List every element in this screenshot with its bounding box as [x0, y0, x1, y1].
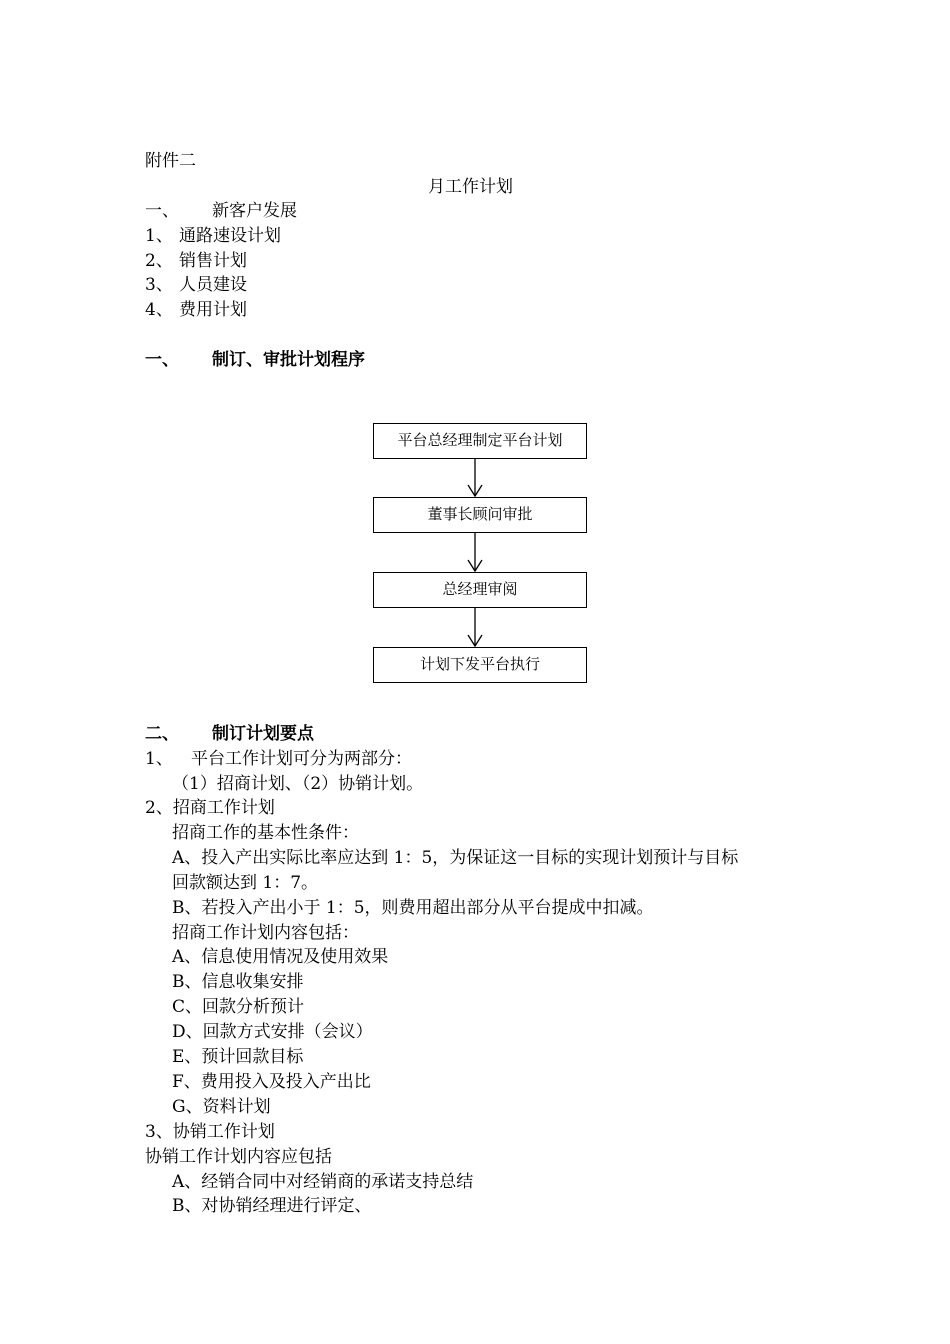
- list-number: 4、: [145, 300, 173, 320]
- list-item: G、资料计划: [172, 1097, 271, 1117]
- list-number: 3、: [145, 275, 173, 295]
- doc-title: 月工作计划: [428, 177, 513, 197]
- section-number: 二、: [145, 724, 179, 744]
- flow-step-box: 董事长顾问审批: [373, 497, 587, 533]
- list-number: 2、: [145, 251, 173, 271]
- paragraph-2-item-a-cont: 回款额达到 1：7。: [172, 873, 319, 893]
- list-item: A、信息使用情况及使用效果: [172, 947, 389, 967]
- paragraph-1: [145, 748, 412, 770]
- section-heading-plan-points: [145, 723, 314, 745]
- paragraph-text: 平台工作计划可分为两部分：: [191, 749, 412, 769]
- paragraph-2-item-a: A、投入产出实际比率应达到 1：5，为保证这一目标的实现计划预计与目标: [172, 848, 739, 868]
- flow-step-box: 计划下发平台执行: [373, 647, 587, 683]
- list-item: F、费用投入及投入产出比: [172, 1072, 371, 1092]
- list-text: 销售计划: [179, 251, 247, 271]
- section-title: 新客户发展: [212, 201, 297, 221]
- flow-arrow: [468, 608, 482, 646]
- flow-step-box: 总经理审阅: [373, 572, 587, 608]
- list-text: 人员建设: [179, 275, 247, 295]
- section-title: 制订、审批计划程序: [212, 350, 365, 370]
- flow-arrow: [468, 459, 482, 496]
- list-item: D、回款方式安排（会议）: [172, 1022, 373, 1042]
- list-item: B、信息收集安排: [172, 972, 304, 992]
- list-text: 通路速设计划: [179, 226, 281, 246]
- list-number: 1、: [145, 226, 173, 246]
- paragraph-2-item-b: B、若投入产出小于 1：5，则费用超出部分从平台提成中扣减。: [172, 898, 654, 918]
- flow-step-box: 平台总经理制定平台计划: [373, 423, 587, 459]
- paragraph-number: 1、: [145, 749, 173, 769]
- list-text: 费用计划: [179, 300, 247, 320]
- section-number: 一、: [145, 350, 179, 370]
- list-item: E、预计回款目标: [172, 1047, 304, 1067]
- paragraph-2-heading: 2、招商工作计划: [145, 798, 275, 818]
- flow-arrow: [468, 533, 482, 571]
- paragraph-1-sub: （1）招商计划、（2）协销计划。: [172, 774, 424, 794]
- section-number: 一、: [145, 201, 179, 221]
- section-title: 制订计划要点: [212, 724, 314, 744]
- list-item: B、对协销经理进行评定、: [172, 1196, 372, 1216]
- list-item: A、经销合同中对经销商的承诺支持总结: [172, 1172, 474, 1192]
- paragraph-3-content-heading: 协销工作计划内容应包括: [145, 1147, 332, 1167]
- attachment-label: 附件二: [145, 151, 196, 171]
- paragraph-2-content-heading: 招商工作计划内容包括：: [172, 923, 359, 943]
- paragraph-3-heading: 3、协销工作计划: [145, 1122, 275, 1142]
- list-item: C、回款分析预计: [172, 997, 305, 1017]
- paragraph-2-conditions: 招商工作的基本性条件：: [172, 823, 359, 843]
